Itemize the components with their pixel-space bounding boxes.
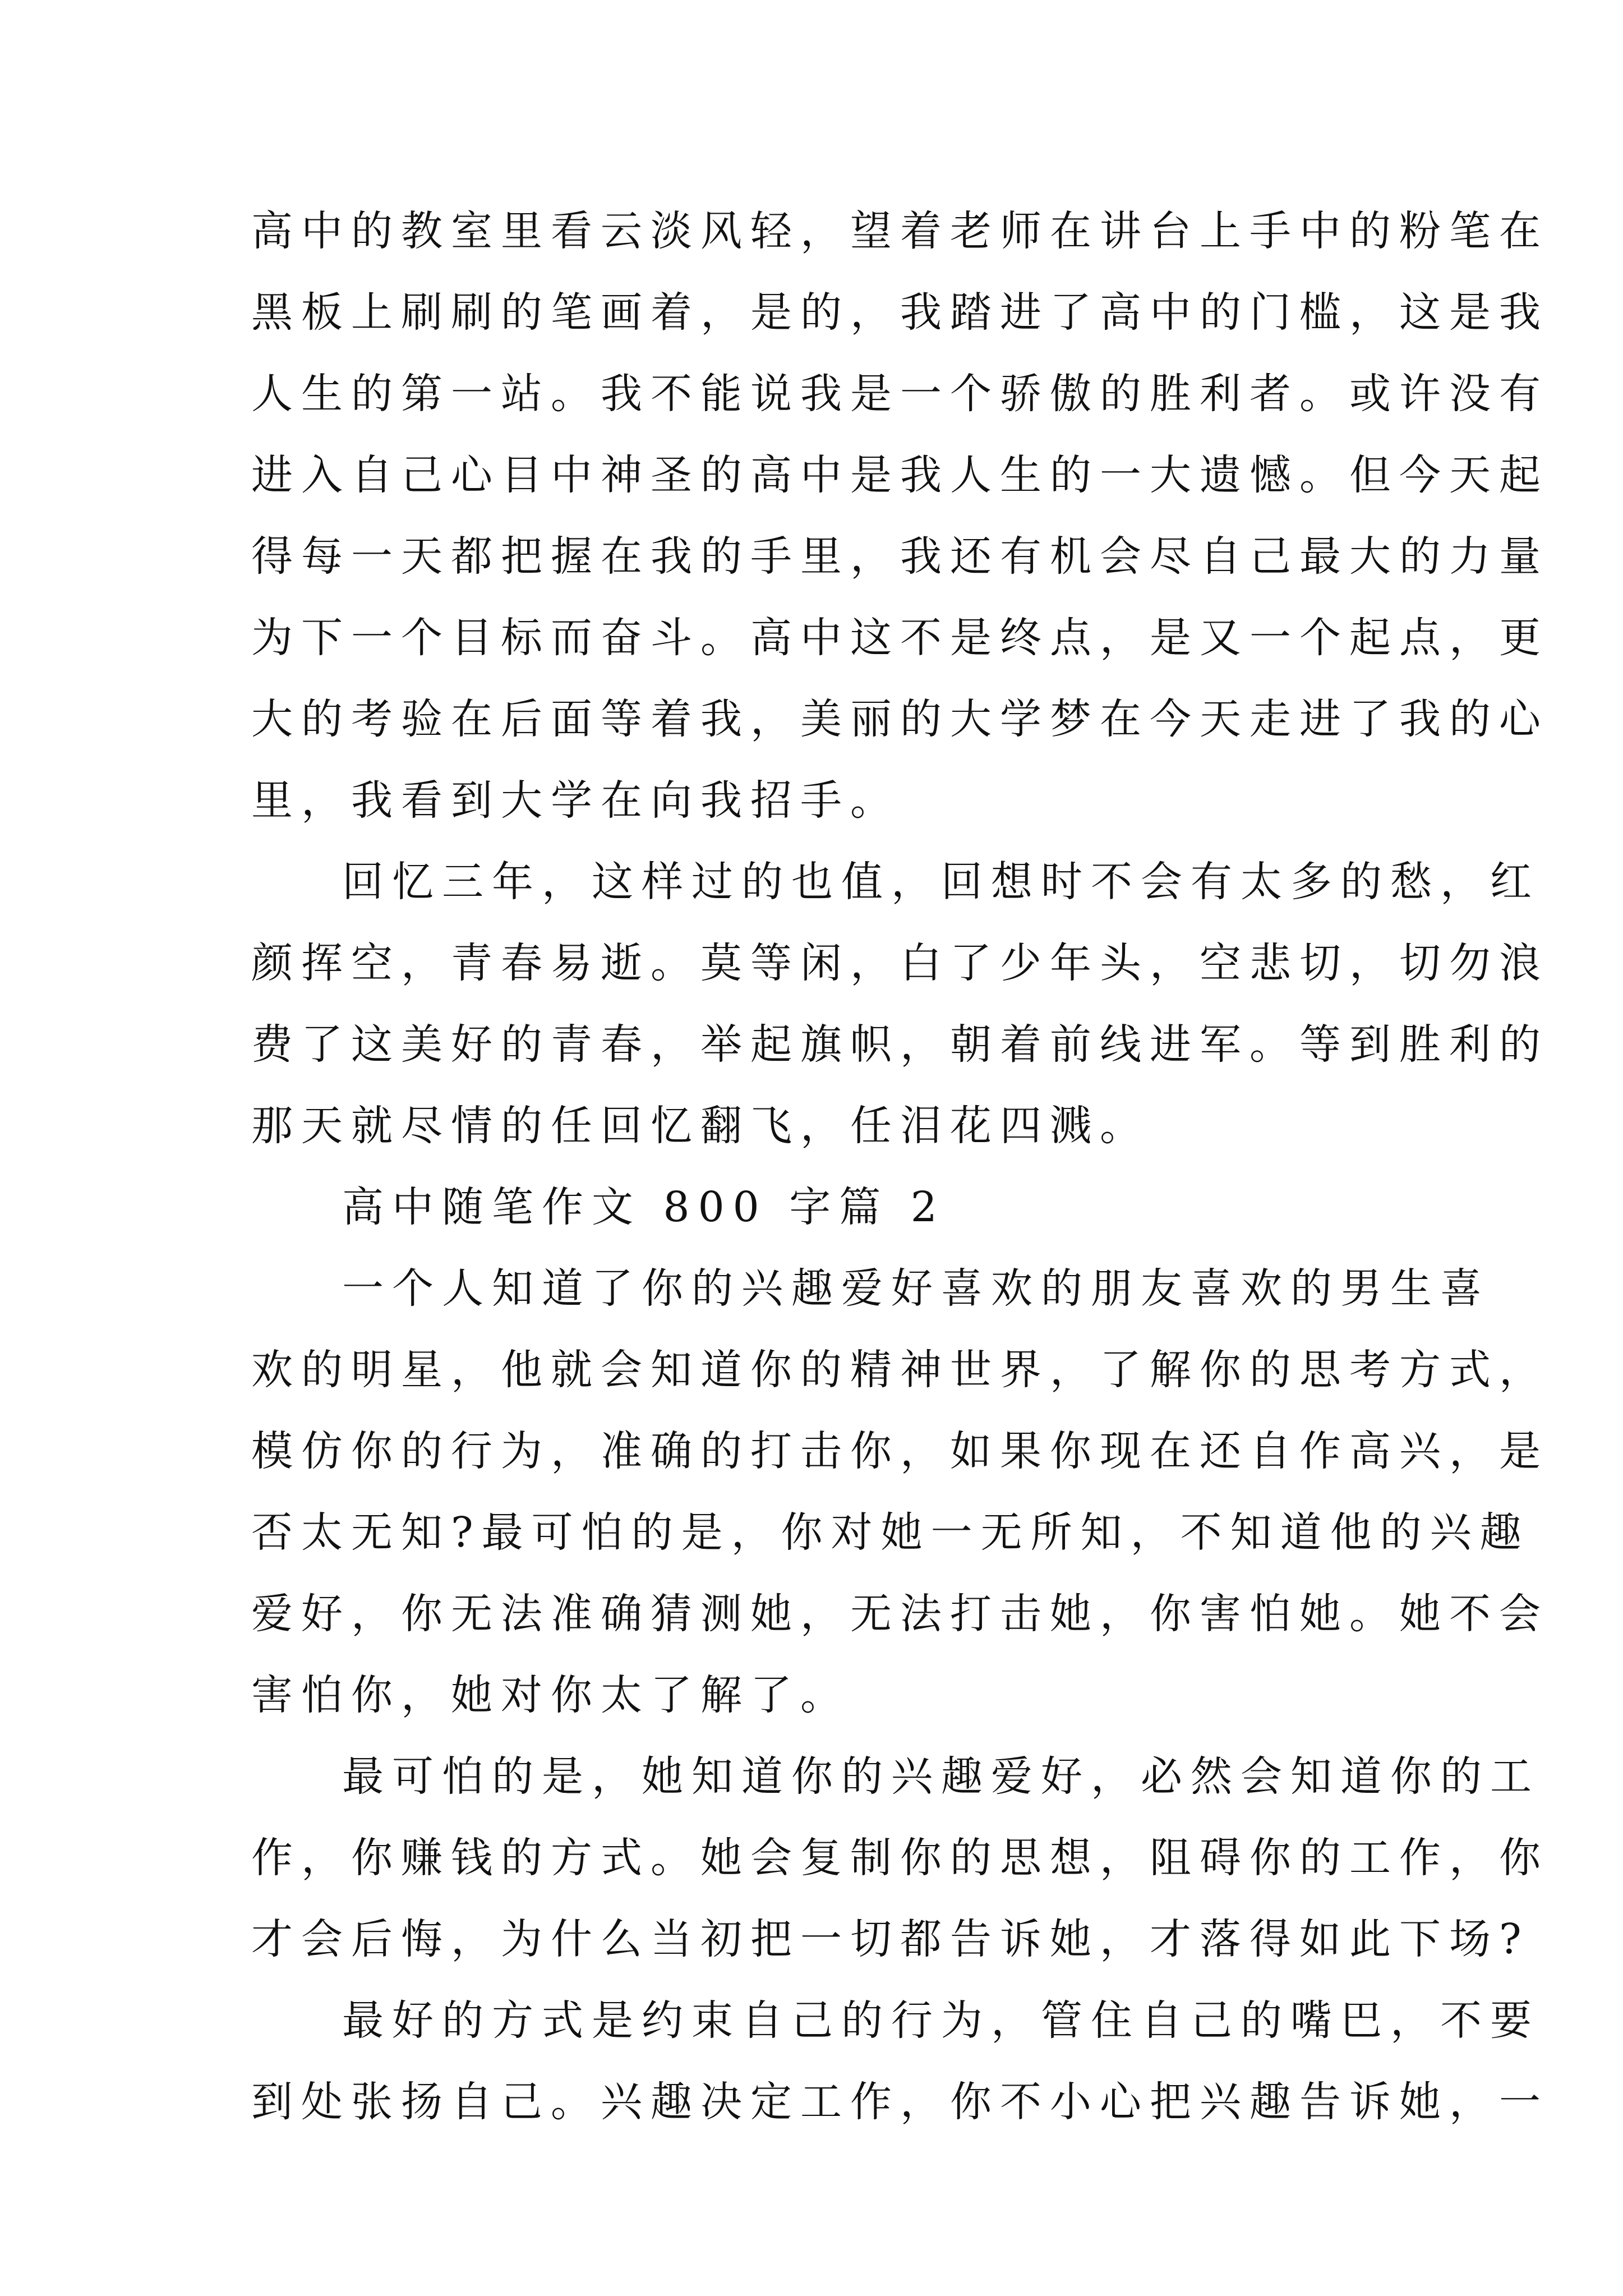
paragraph (251, 1980, 1549, 2143)
text-line: 最可怕的是，她知道你的兴趣爱好，必然会知道你的工 (342, 1752, 1540, 1801)
text-line: 爱好，你无法准确猜测她，无法打击她，你害怕她。她不会 (251, 1590, 1549, 1638)
paragraph (251, 1248, 1549, 1736)
text-line: 作，你赚钱的方式。她会复制你的思想，阻碍你的工作，你 (251, 1834, 1549, 1882)
text-line: 回忆三年，这样过的也值，回想时不会有太多的愁，红 (342, 858, 1540, 906)
text-line: 一个人知道了你的兴趣爱好喜欢的朋友喜欢的男生喜 (342, 1264, 1490, 1313)
text-line: 否太无知?最可怕的是，你对她一无所知，不知道他的兴趣 (251, 1508, 1530, 1557)
text-line: 黑板上刷刷的笔画着，是的，我踏进了高中的门槛，这是我 (251, 288, 1549, 337)
text-line: 大的考验在后面等着我，美丽的大学梦在今天走进了我的心 (251, 695, 1549, 743)
text-line: 最好的方式是约束自己的行为，管住自己的嘴巴，不要 (342, 1996, 1540, 2045)
text-line: 模仿你的行为，准确的打击你，如果你现在还自作高兴，是 (251, 1427, 1549, 1475)
text-line: 人生的第一站。我不能说我是一个骄傲的胜利者。或许没有 (251, 370, 1549, 418)
heading-text: 高中随笔作文 800 字篇 2 (342, 1183, 946, 1231)
body-text (251, 191, 1549, 2143)
text-line: 欢的明星，他就会知道你的精神世界，了解你的思考方式， (251, 1346, 1549, 1394)
text-line: 那天就尽情的任回忆翻飞，任泪花四溅。 (251, 1102, 1150, 1150)
text-line: 费了这美好的青春，举起旗帜，朝着前线进军。等到胜利的 (251, 1020, 1549, 1069)
text-line: 里，我看到大学在向我招手。 (251, 776, 900, 825)
section-heading (251, 1167, 1390, 1248)
text-line: 害怕你，她对你太了解了。 (251, 1671, 850, 1719)
text-line: 得每一天都把握在我的手里，我还有机会尽自己最大的力量 (251, 532, 1549, 581)
text-line: 进入自己心目中神圣的高中是我人生的一大遗憾。但今天起 (251, 451, 1549, 499)
paragraph (251, 191, 1549, 841)
paragraph (251, 1736, 1549, 1980)
text-line: 高中的教室里看云淡风轻，望着老师在讲台上手中的粉笔在 (251, 207, 1549, 255)
text-line: 为下一个目标而奋斗。高中这不是终点，是又一个起点，更 (251, 614, 1549, 662)
text-line: 颜挥空，青春易逝。莫等闲，白了少年头，空悲切，切勿浪 (251, 939, 1549, 987)
text-line: 才会后悔，为什么当初把一切都告诉她，才落得如此下场? (251, 1915, 1530, 1963)
paragraph (251, 841, 1549, 1167)
text-line: 到处张扬自己。兴趣决定工作，你不小心把兴趣告诉她，一 (251, 2078, 1549, 2126)
